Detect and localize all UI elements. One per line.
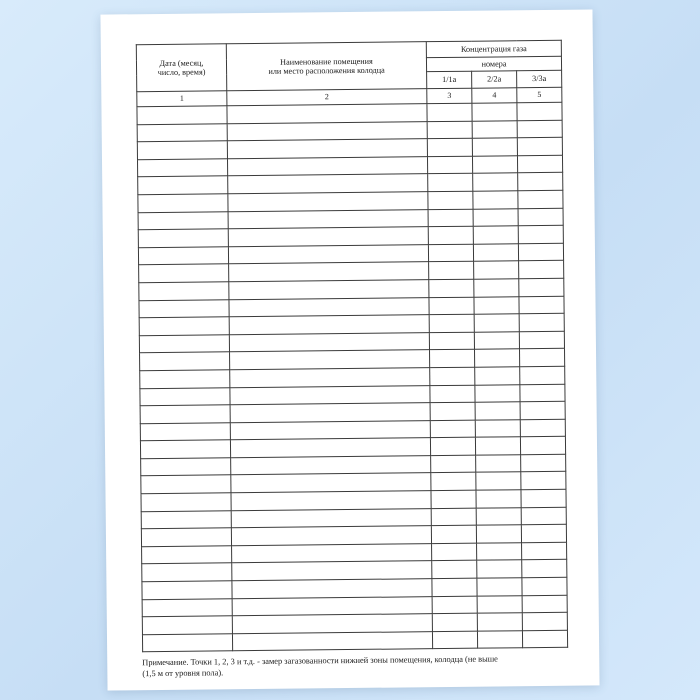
table-cell[interactable]: [229, 262, 429, 282]
table-cell[interactable]: [474, 296, 519, 314]
header-place-line-1: Наименование помещения: [280, 56, 373, 67]
column-header-point-2: 2/2а: [472, 71, 517, 88]
table-cell[interactable]: [517, 155, 562, 173]
table-cell[interactable]: [519, 261, 564, 279]
table-cell[interactable]: [429, 279, 474, 297]
table-cell[interactable]: [138, 229, 228, 248]
note-line-1: Примечание. Точки 1, 2, 3 и т.д. - замер загазованности нижней зоны помещения, колодца (не выше: [142, 654, 498, 668]
table-cell[interactable]: [139, 264, 229, 283]
table-cell[interactable]: [431, 455, 476, 473]
table-cell[interactable]: [520, 401, 565, 419]
table-cell[interactable]: [477, 595, 522, 613]
table-cell[interactable]: [429, 332, 474, 350]
header-date-line-2: число, время): [157, 67, 206, 77]
table-cell[interactable]: [138, 211, 228, 230]
table-cell[interactable]: [229, 280, 429, 300]
table-cell[interactable]: [138, 176, 228, 195]
table-cell[interactable]: [431, 490, 476, 508]
table-cell[interactable]: [137, 159, 227, 178]
table-cell[interactable]: [521, 454, 566, 472]
note-line-2: (1,5 м от уровня пола).: [142, 668, 224, 679]
table-cell[interactable]: [137, 106, 227, 125]
table-cell[interactable]: [142, 546, 232, 565]
table-cell[interactable]: [429, 314, 474, 332]
table-cell[interactable]: [519, 349, 564, 367]
table-cell[interactable]: [228, 227, 428, 247]
column-number-2: 2: [227, 89, 427, 106]
table-cell[interactable]: [522, 630, 567, 648]
table-cell[interactable]: [519, 331, 564, 349]
table-cell[interactable]: [475, 402, 520, 420]
table-cell[interactable]: [476, 490, 521, 508]
table-cell[interactable]: [430, 367, 475, 385]
table-cell[interactable]: [473, 191, 518, 209]
table-cell[interactable]: [227, 104, 427, 124]
table-cell[interactable]: [427, 156, 472, 174]
table-cell[interactable]: [522, 542, 567, 560]
table-cell[interactable]: [476, 525, 521, 543]
table-cell[interactable]: [231, 491, 431, 511]
table-cell[interactable]: [518, 173, 563, 191]
table-cell[interactable]: [227, 156, 427, 176]
table-cell[interactable]: [141, 458, 231, 477]
table-cell[interactable]: [517, 120, 562, 138]
column-number-3: 3: [427, 88, 472, 103]
table-cell[interactable]: [431, 508, 476, 526]
table-cell[interactable]: [229, 332, 429, 352]
table-body: [137, 87, 568, 652]
table-cell[interactable]: [472, 138, 517, 156]
table-cell[interactable]: [232, 614, 432, 634]
table-cell[interactable]: [432, 578, 477, 596]
table-cell[interactable]: [521, 489, 566, 507]
table-cell[interactable]: [476, 472, 521, 490]
table-cell[interactable]: [137, 141, 227, 160]
table-cell[interactable]: [430, 350, 475, 368]
table-cell[interactable]: [522, 560, 567, 578]
table-cell[interactable]: [141, 510, 231, 529]
table-cell[interactable]: [142, 581, 232, 600]
header-date-line-1: Дата (месяц,: [159, 58, 204, 68]
table-cell[interactable]: [432, 561, 477, 579]
table-cell[interactable]: [430, 437, 475, 455]
table-cell[interactable]: [430, 402, 475, 420]
table-cell[interactable]: [140, 422, 230, 441]
table-cell[interactable]: [230, 368, 430, 388]
table-cell[interactable]: [477, 631, 522, 649]
table-cell[interactable]: [231, 456, 431, 476]
table-cell[interactable]: [518, 190, 563, 208]
table-cell[interactable]: [142, 616, 232, 635]
table-cell[interactable]: [139, 334, 229, 353]
table-cell[interactable]: [477, 560, 522, 578]
table-cell[interactable]: [475, 349, 520, 367]
table-cell[interactable]: [427, 103, 472, 121]
table-cell[interactable]: [432, 596, 477, 614]
table-cell[interactable]: [232, 596, 432, 616]
table-cell[interactable]: [140, 405, 230, 424]
table-cell[interactable]: [139, 282, 229, 301]
column-header-concentration: Концентрация газа: [426, 40, 561, 57]
table-cell[interactable]: [228, 192, 428, 212]
column-header-date: [136, 44, 226, 92]
table-cell[interactable]: [428, 191, 473, 209]
table-cell[interactable]: [518, 208, 563, 226]
table-cell[interactable]: [472, 120, 517, 138]
table-cell[interactable]: [477, 578, 522, 596]
table-cell[interactable]: [474, 331, 519, 349]
table-cell[interactable]: [232, 544, 432, 564]
table-cell[interactable]: [520, 437, 565, 455]
table-cell[interactable]: [473, 226, 518, 244]
table-cell[interactable]: [229, 315, 429, 335]
table-cell[interactable]: [142, 598, 232, 617]
table-cell[interactable]: [227, 121, 427, 141]
table-cell[interactable]: [428, 226, 473, 244]
table-cell[interactable]: [474, 279, 519, 297]
table-cell[interactable]: [231, 473, 431, 493]
table-cell[interactable]: [428, 244, 473, 262]
column-number-1: 1: [137, 91, 227, 107]
document-page: [100, 9, 599, 690]
table-cell[interactable]: [230, 385, 430, 405]
table-cell[interactable]: [473, 208, 518, 226]
table-cell[interactable]: [231, 508, 431, 528]
table-cell[interactable]: [429, 297, 474, 315]
table-cell[interactable]: [231, 526, 431, 546]
header-place-line-2: или место расположения колодца: [268, 65, 385, 76]
table-cell[interactable]: [232, 631, 432, 651]
table-cell[interactable]: [432, 543, 477, 561]
table-cell[interactable]: [232, 561, 432, 581]
table-cell[interactable]: [477, 613, 522, 631]
table-cell[interactable]: [475, 367, 520, 385]
table-cell[interactable]: [520, 384, 565, 402]
table-header: [136, 40, 562, 91]
table-cell[interactable]: [140, 440, 230, 459]
table-cell[interactable]: [141, 528, 231, 547]
table-cell[interactable]: [472, 103, 517, 121]
table-cell[interactable]: [230, 438, 430, 458]
table-cell[interactable]: [139, 317, 229, 336]
table-cell[interactable]: [473, 243, 518, 261]
table-cell[interactable]: [475, 419, 520, 437]
table-cell[interactable]: [519, 313, 564, 331]
table-cell[interactable]: [431, 525, 476, 543]
table-cell[interactable]: [472, 156, 517, 174]
table-cell[interactable]: [427, 121, 472, 139]
table-cell[interactable]: [432, 613, 477, 631]
table-cell[interactable]: [476, 507, 521, 525]
table-cell[interactable]: [140, 387, 230, 406]
table-cell[interactable]: [517, 102, 562, 120]
column-header-point-1: 1/1а: [427, 71, 472, 88]
table-cell[interactable]: [227, 139, 427, 159]
table-cell[interactable]: [141, 475, 231, 494]
table-cell[interactable]: [432, 631, 477, 649]
table-cell[interactable]: [476, 455, 521, 473]
table-cell[interactable]: [229, 297, 429, 317]
table-cell[interactable]: [520, 366, 565, 384]
table-cell[interactable]: [431, 473, 476, 491]
table-cell[interactable]: [428, 209, 473, 227]
table-cell[interactable]: [521, 472, 566, 490]
column-header-nomera: номера: [426, 56, 561, 72]
table-cell[interactable]: [474, 314, 519, 332]
table-cell[interactable]: [228, 209, 428, 229]
table-cell[interactable]: [230, 403, 430, 423]
table-cell[interactable]: [138, 194, 228, 213]
table-note: [142, 654, 567, 680]
table-cell[interactable]: [228, 244, 428, 264]
column-number-4: 4: [472, 88, 517, 103]
table-cell[interactable]: [520, 419, 565, 437]
table-row[interactable]: [142, 630, 567, 652]
table-cell[interactable]: [518, 225, 563, 243]
table-cell[interactable]: [522, 595, 567, 613]
table-cell[interactable]: [522, 577, 567, 595]
table-cell[interactable]: [429, 262, 474, 280]
table-cell[interactable]: [519, 296, 564, 314]
table-cell[interactable]: [137, 123, 227, 142]
table-cell[interactable]: [518, 243, 563, 261]
table-cell[interactable]: [230, 420, 430, 440]
column-number-5: 5: [517, 87, 562, 102]
table-cell[interactable]: [428, 174, 473, 192]
table-cell[interactable]: [521, 524, 566, 542]
column-header-place: [226, 42, 426, 91]
table-cell[interactable]: [142, 634, 232, 653]
table-cell[interactable]: [142, 563, 232, 582]
table-cell[interactable]: [475, 437, 520, 455]
table-cell[interactable]: [521, 507, 566, 525]
table-cell[interactable]: [522, 612, 567, 630]
table-cell[interactable]: [138, 247, 228, 266]
table-cell[interactable]: [140, 370, 230, 389]
table-cell[interactable]: [475, 384, 520, 402]
table-cell[interactable]: [430, 420, 475, 438]
page-content: [136, 40, 567, 679]
table-cell[interactable]: [519, 278, 564, 296]
table-cell[interactable]: [430, 385, 475, 403]
table-cell[interactable]: [517, 137, 562, 155]
table-cell[interactable]: [140, 352, 230, 371]
table-cell[interactable]: [427, 138, 472, 156]
table-cell[interactable]: [228, 174, 428, 194]
gas-concentration-log-table: [136, 40, 568, 653]
table-cell[interactable]: [477, 543, 522, 561]
table-cell[interactable]: [230, 350, 430, 370]
table-cell[interactable]: [474, 261, 519, 279]
column-header-point-3: 3/3а: [517, 71, 562, 88]
table-cell[interactable]: [232, 579, 432, 599]
table-cell[interactable]: [141, 493, 231, 512]
table-cell[interactable]: [473, 173, 518, 191]
table-cell[interactable]: [139, 299, 229, 318]
